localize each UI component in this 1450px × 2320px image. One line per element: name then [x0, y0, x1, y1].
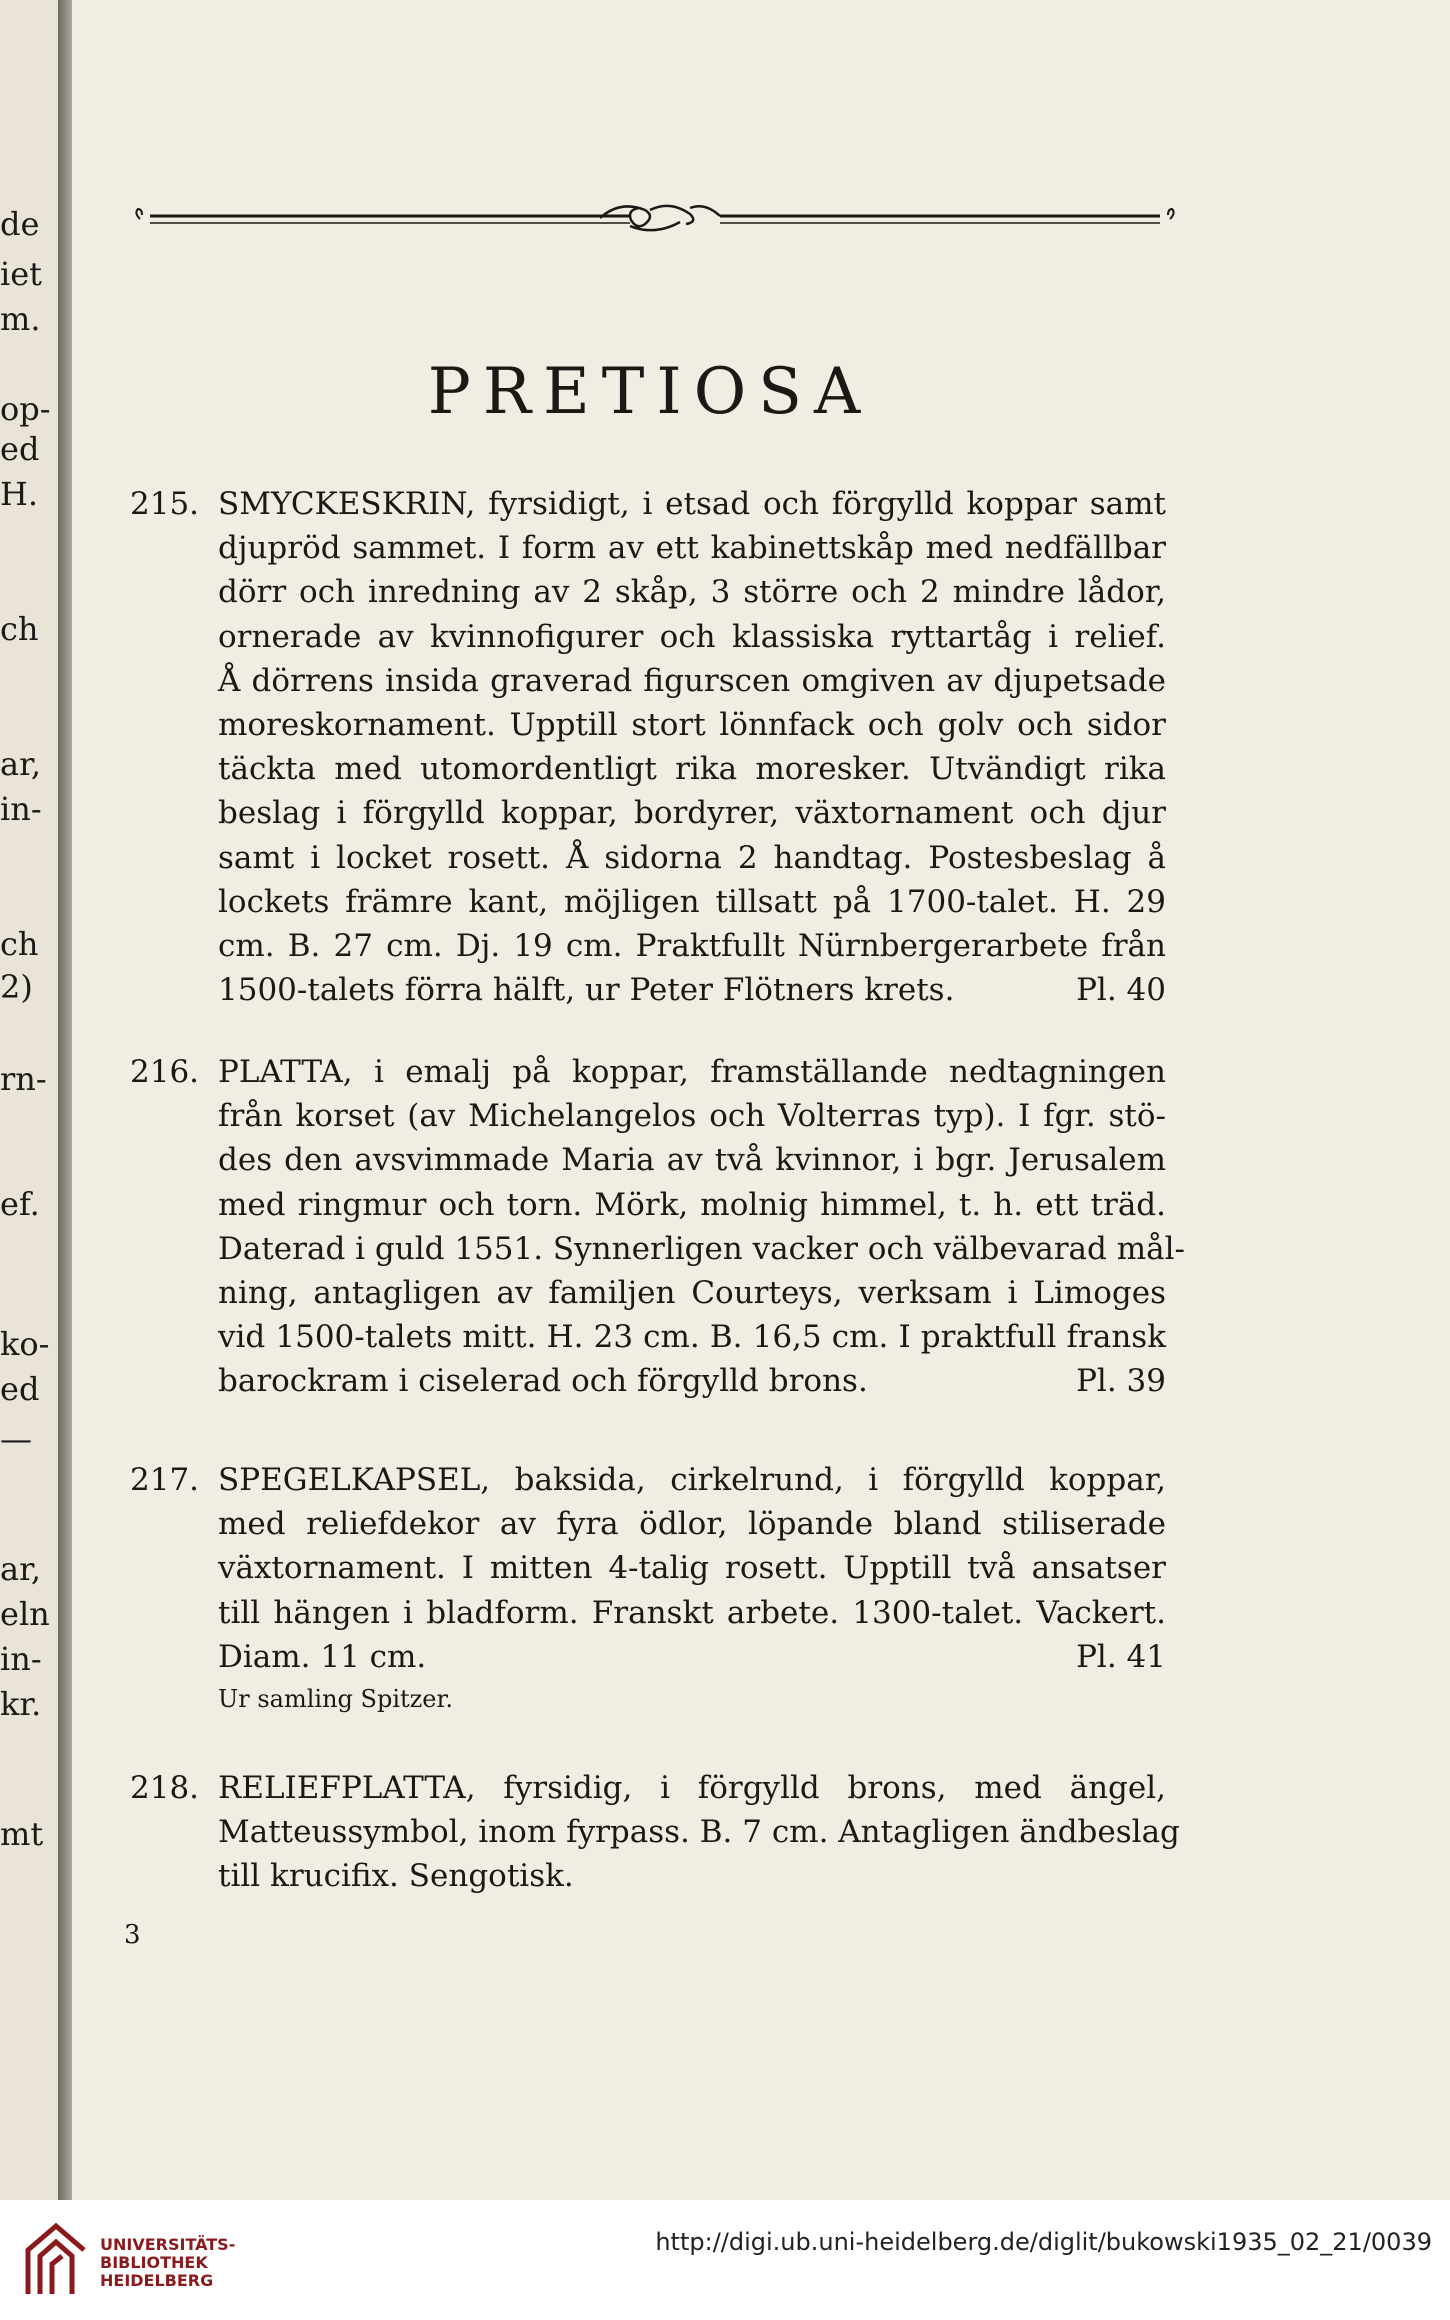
entry-line: cm. B. 27 cm. Dj. 19 cm. Praktfullt Nürnbergerarbete från: [218, 928, 1166, 965]
entry-line: moreskornament. Upptill stort lönnfack och golv och sidor: [218, 707, 1166, 744]
entry-line: till krucifix. Sengotisk.: [218, 1858, 574, 1895]
entry-line: från korset (av Michelangelos och Volterras typ). I fgr. stö-: [218, 1098, 1166, 1135]
source-url-link[interactable]: http://digi.ub.uni-heidelberg.de/diglit/bukowski1935_02_21/0039: [655, 2228, 1432, 2256]
provenance-note: Ur samling Spitzer.: [218, 1685, 453, 1714]
entry-line: ning, antagligen av familjen Courteys, verksam i Limoges: [218, 1275, 1166, 1312]
plate-reference: Pl. 40: [1076, 972, 1166, 1009]
previous-page-text-fragment: ar,: [0, 745, 42, 783]
entry-number: 215.: [130, 486, 200, 522]
entry-last-line: [218, 1359, 1166, 1403]
entry-line: med reliefdekor av fyra ödlor, löpande bland stiliserade: [218, 1506, 1166, 1543]
entry-line: 1500-talets förra hälft, ur Peter Flötners krets.: [218, 972, 955, 1009]
previous-page-text-fragment: ar,: [0, 1550, 42, 1588]
entry-line: beslag i förgylld koppar, bordyrer, växtornament och djur: [218, 795, 1166, 832]
digitization-footer: [0, 2200, 1450, 2320]
previous-page-text-fragment: iet: [0, 255, 43, 293]
entry-line: Å dörrens insida graverad figurscen omgiven av djupetsade: [218, 662, 1166, 699]
entry-line: Matteussymbol, inom fyrpass. B. 7 cm. Antagligen ändbeslag: [218, 1814, 1180, 1851]
entry-line: barockram i ciselerad och förgylld brons.: [218, 1363, 868, 1400]
entry-line: PLATTA, i emalj på koppar, framställande nedtagningen: [218, 1054, 1166, 1090]
entry-number: 217.: [130, 1462, 200, 1498]
previous-page-text-fragment: op-: [0, 390, 51, 428]
entry-line: till hängen i bladform. Franskt arbete. 1300-talet. Vackert.: [218, 1594, 1166, 1631]
previous-page-text-fragment: mt: [0, 1815, 44, 1853]
page-title: PRETIOSA: [427, 355, 873, 429]
entry-line: SPEGELKAPSEL, baksida, cirkelrund, i förgylld koppar,: [218, 1462, 1166, 1498]
entry-number: 216.: [130, 1054, 200, 1090]
previous-page-text-fragment: de: [0, 205, 40, 243]
previous-page-text-fragment: eln: [0, 1595, 50, 1633]
entry-last-line: [218, 968, 1166, 1012]
library-name-line: HEIDELBERG: [100, 2271, 214, 2290]
previous-page-text-fragment: 2): [0, 968, 33, 1006]
previous-page-text-fragment: m.: [0, 300, 41, 338]
previous-page-text-fragment: kr.: [0, 1685, 42, 1723]
library-name-line: BIBLIOTHEK: [100, 2253, 208, 2272]
previous-page-text-fragment: —: [0, 1420, 32, 1458]
ornamental-rule: [130, 196, 1180, 246]
entry-line: samt i locket rosett. Å sidorna 2 handtag. Postesbeslag å: [218, 839, 1166, 876]
entry-line: dörr och inredning av 2 skåp, 3 större och 2 mindre lådor,: [218, 574, 1166, 611]
entry-line: med ringmur och torn. Mörk, molnig himmel, t. h. ett träd.: [218, 1186, 1166, 1223]
entry-line: växtornament. I mitten 4-talig rosett. Upptill två ansatser: [218, 1550, 1166, 1587]
library-logo-icon: [22, 2220, 90, 2300]
entry-text: [218, 482, 1166, 1012]
previous-page-text-fragment: ko-: [0, 1325, 50, 1363]
page-number: 3: [124, 1920, 141, 1950]
entry-line: vid 1500-talets mitt. H. 23 cm. B. 16,5 cm. I praktfull fransk: [218, 1319, 1166, 1356]
entry-text: [218, 1766, 1180, 1899]
previous-page-text-fragment: in-: [0, 790, 42, 828]
entry-line: SMYCKESKRIN, fyrsidigt, i etsad och förgylld koppar samt: [218, 486, 1166, 522]
entry-line: RELIEFPLATTA, fyrsidig, i förgylld brons, med ängel,: [218, 1770, 1166, 1806]
entry-line: djupröd sammet. I form av ett kabinettskåp med nedfällbar: [218, 530, 1166, 567]
entry-last-line: [218, 1635, 1166, 1679]
plate-reference: Pl. 41: [1076, 1638, 1166, 1675]
entry-line: täckta med utomordentligt rika moresker. Utvändigt rika: [218, 751, 1166, 788]
entry-text: [218, 1050, 1185, 1404]
library-name-line: UNIVERSITÄTS-: [100, 2235, 236, 2254]
entry-line: ornerade av kvinnofigurer och klassiska ryttartåg i relief.: [218, 618, 1166, 655]
entry-line: Diam. 11 cm.: [218, 1638, 427, 1675]
plate-reference: Pl. 39: [1076, 1363, 1166, 1400]
previous-page-text-fragment: ef.: [0, 1185, 40, 1223]
previous-page-edge: [0, 0, 58, 2200]
previous-page-text-fragment: ch: [0, 925, 39, 963]
entry-line: des den avsvimmade Maria av två kvinnor, i bgr. Jerusalem: [218, 1142, 1166, 1179]
library-name: [100, 2236, 235, 2290]
previous-page-text-fragment: rn-: [0, 1060, 47, 1098]
previous-page-text-fragment: H.: [0, 475, 39, 513]
entry-line: Daterad i guld 1551. Synnerligen vacker och välbevarad mål-: [218, 1230, 1185, 1267]
entry-number: 218.: [130, 1770, 200, 1806]
previous-page-text-fragment: ed: [0, 430, 40, 468]
entry-line: lockets främre kant, möjligen tillsatt på 1700-talet. H. 29: [218, 883, 1166, 920]
previous-page-text-fragment: ed: [0, 1370, 40, 1408]
entry-text: [218, 1458, 1166, 1719]
previous-page-text-fragment: ch: [0, 610, 39, 648]
previous-page-text-fragment: in-: [0, 1640, 42, 1678]
